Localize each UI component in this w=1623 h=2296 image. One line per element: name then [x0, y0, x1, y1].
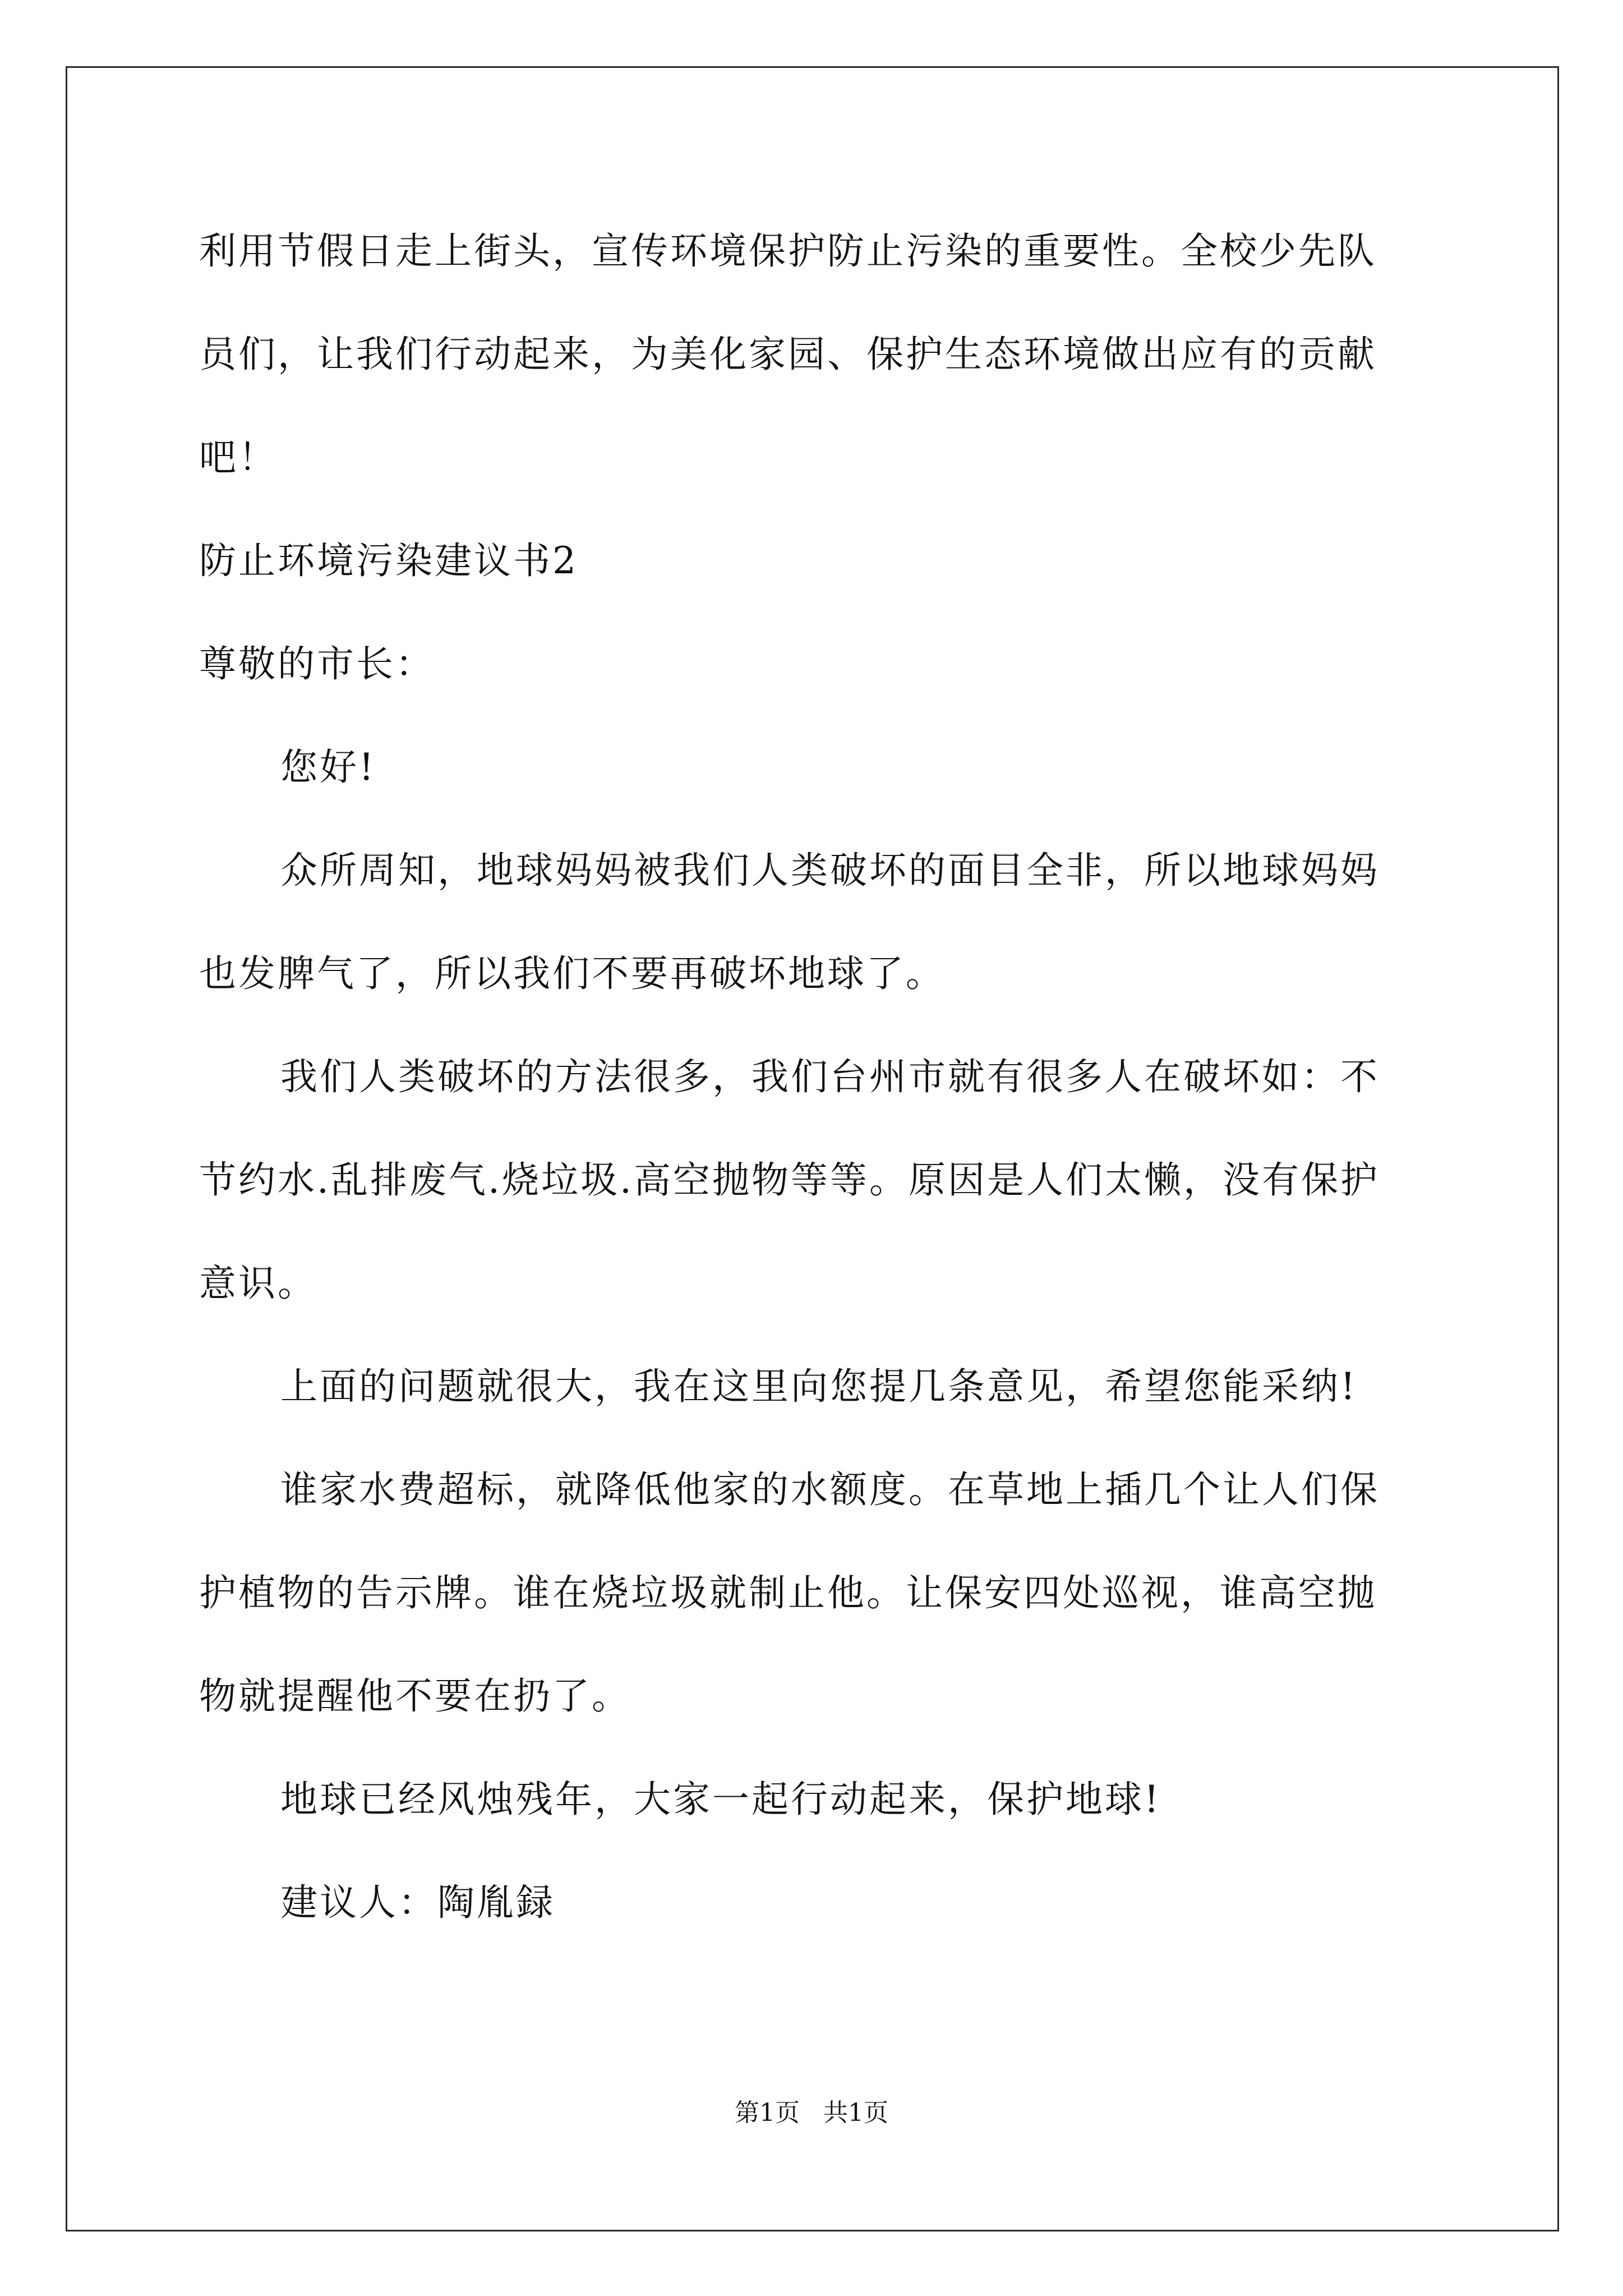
body-line: 利用节假日走上街头，宣传环境保护防止污染的重要性。全校少先队 [199, 229, 1377, 273]
body-line: 我们人类破坏的方法很多，我们台州市就有很多人在破坏如：不 [280, 1055, 1380, 1098]
body-line: 也发脾气了，所以我们不要再破坏地球了。 [199, 952, 945, 995]
body-line: 地球已经风烛残年，大家一起行动起来，保护地球! [280, 1778, 1161, 1821]
signature-line: 建议人：陶胤録 [280, 1881, 555, 1924]
body-line: 众所周知，地球妈妈被我们人类破坏的面目全非，所以地球妈妈 [280, 849, 1380, 892]
body-line: 意识。 [199, 1262, 317, 1305]
body-line: 上面的问题就很大，我在这里向您提几条意见，希望您能采纳! [280, 1365, 1358, 1408]
body-line: 护植物的告示牌。谁在烧垃圾就制止他。让保安四处巡视，谁高空抛 [199, 1571, 1377, 1614]
body-line: 员们，让我们行动起来，为美化家园、保护生态环境做出应有的贡献 [199, 333, 1377, 376]
body-line: 节约水.乱排废气.烧垃圾.高空抛物等等。原因是人们太懒，没有保护 [199, 1158, 1380, 1202]
body-line: 谁家水费超标，就降低他家的水额度。在草地上插几个让人们保 [280, 1468, 1380, 1511]
body-line: 吧！ [199, 436, 278, 479]
body-line: 物就提醒他不要在扔了。 [199, 1674, 631, 1718]
salutation: 尊敬的市长： [199, 642, 435, 685]
page-footer: 第1页 共1页 [735, 2099, 888, 2127]
section-title: 防止环境污染建议书2 [199, 539, 578, 582]
greeting: 您好! [280, 746, 376, 789]
